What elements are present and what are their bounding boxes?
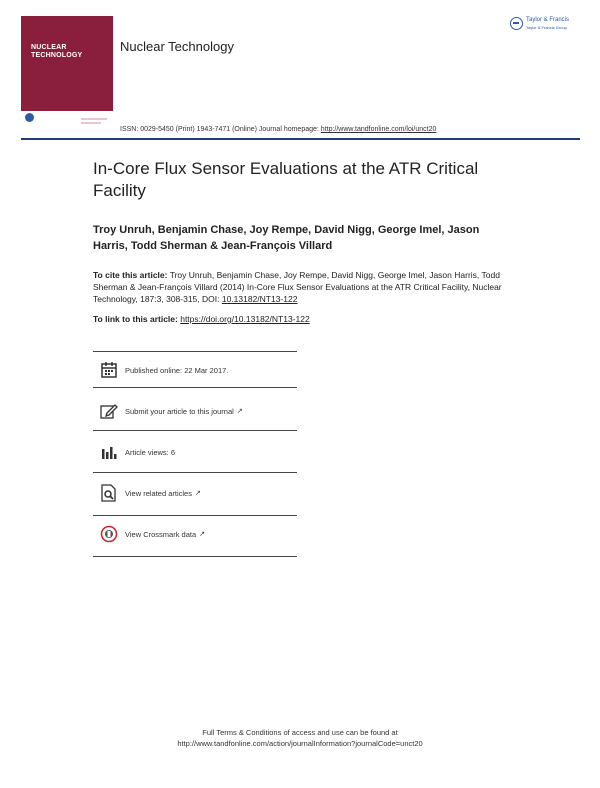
link-label: To link to this article: xyxy=(93,314,181,324)
journal-name: Nuclear Technology xyxy=(120,39,234,54)
external-link-icon: ↗ xyxy=(194,490,201,497)
article-link xyxy=(93,314,310,324)
cover-decoration xyxy=(81,122,101,124)
society-logo-icon xyxy=(25,113,34,122)
article-authors: Troy Unruh, Benjamin Chase, Joy Rempe, David Nigg, George Imel, Jason Harris, Todd Sherman & Jean-François Villard xyxy=(93,224,480,252)
publisher-logo-icon xyxy=(510,17,523,30)
submit-row[interactable] xyxy=(100,402,243,420)
publisher-group: Taylor & Francis Group xyxy=(526,25,567,30)
divider xyxy=(93,556,297,557)
divider xyxy=(93,472,297,473)
cite-label: To cite this article: xyxy=(93,270,168,280)
footer xyxy=(0,727,600,749)
journal-homepage-link[interactable]: http://www.tandfonline.com/loi/unct20 xyxy=(320,126,437,133)
edit-icon xyxy=(100,402,118,420)
divider xyxy=(93,515,297,516)
related-row[interactable] xyxy=(100,484,201,502)
external-link-icon: ↗ xyxy=(236,408,243,415)
issn-text: ISSN: 0029-5450 (Print) 1943-7471 (Online) Journal homepage: xyxy=(120,126,321,133)
issn-line xyxy=(120,126,436,133)
journal-cover-image xyxy=(21,16,113,133)
doi-link[interactable]: 10.13182/NT13-122 xyxy=(221,294,298,304)
views-row xyxy=(100,443,175,461)
footer-url-link[interactable]: http://www.tandfonline.com/action/journalInformation?journalCode=unct20 xyxy=(177,739,423,748)
divider xyxy=(93,351,297,352)
article-views-text: Article views: 6 xyxy=(125,447,176,457)
header-divider xyxy=(21,138,580,140)
crossmark-link[interactable]: View Crossmark data xyxy=(125,529,197,539)
cite-text: Troy Unruh, Benjamin Chase, Joy Rempe, David Nigg, George Imel, Jason Harris, Todd Sherman & Jean-François Villard (2014) In-Core Flux Sensor Evaluations at the ATR Critical Facility, Nuclear Technology, 187:3, 308-315, DOI: xyxy=(93,270,502,304)
footer-terms: Full Terms & Conditions of access and use can be found at xyxy=(202,728,398,737)
related-articles-link[interactable]: View related articles xyxy=(125,488,192,498)
search-document-icon xyxy=(100,484,118,502)
citation xyxy=(93,269,513,305)
divider xyxy=(93,430,297,431)
bar-chart-icon xyxy=(100,443,118,461)
crossmark-row[interactable] xyxy=(100,525,205,543)
crossmark-icon xyxy=(100,525,118,543)
publisher-name: Taylor & Francis xyxy=(526,17,570,23)
publisher-logo[interactable] xyxy=(510,17,569,31)
external-link-icon: ↗ xyxy=(199,531,206,538)
article-title: In-Core Flux Sensor Evaluations at the ATR Critical Facility xyxy=(93,159,479,200)
divider xyxy=(93,387,297,388)
calendar-icon xyxy=(100,361,118,379)
article-url-link[interactable]: https://doi.org/10.13182/NT13-122 xyxy=(180,314,310,324)
submit-article-link[interactable]: Submit your article to this journal xyxy=(125,406,234,416)
cover-title: NUCLEAR TECHNOLOGY xyxy=(31,44,83,59)
published-text: Published online: 22 Mar 2017. xyxy=(125,365,229,375)
cover-decoration xyxy=(81,118,107,120)
published-row xyxy=(100,361,228,379)
